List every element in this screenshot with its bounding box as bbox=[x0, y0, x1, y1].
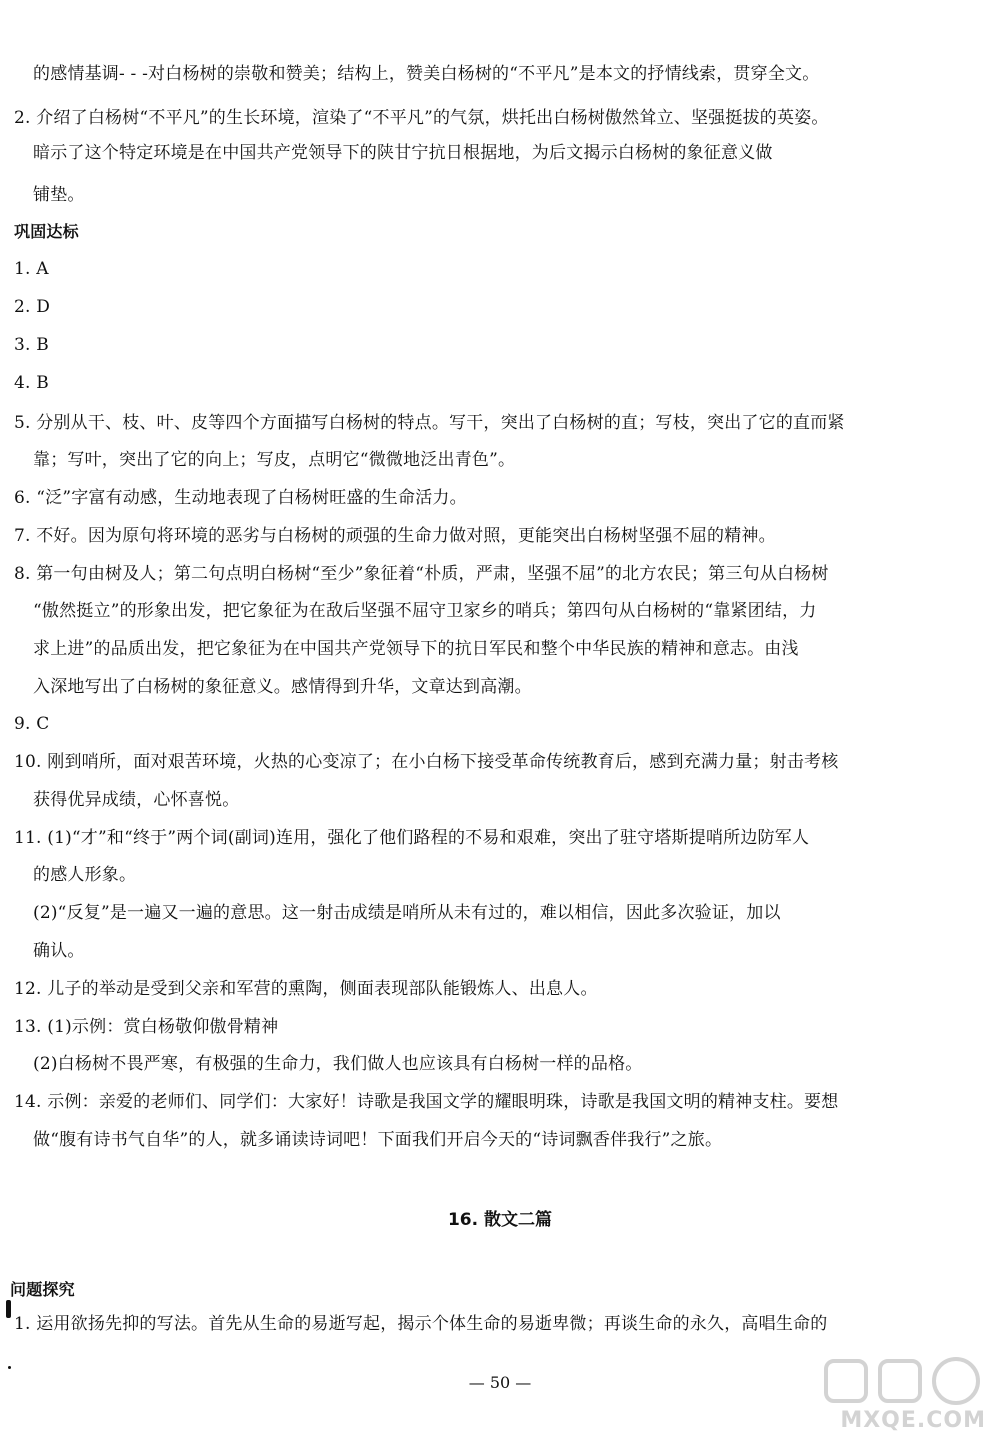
answer-line: 10. 刚到哨所，面对艰苦环境，火热的心变凉了；在小白杨下接受革命传统教育后，感到充满力量；射击考核 bbox=[14, 752, 839, 772]
answer-line: 14. 示例：亲爱的老师们、同学们：大家好！诗歌是我国文学的耀眼明珠，诗歌是我国文明的精神支柱。要想 bbox=[14, 1092, 839, 1112]
answer-line: 11. (1)“才”和“终于”两个词(副词)连用，强化了他们路程的不易和艰难，突出了驻守塔斯提哨所边防军人 bbox=[14, 828, 810, 848]
text-line: 求上进”的品质出发，把它象征为在中国共产党领导下的抗日军民和整个中华民族的精神和意志。由浅 bbox=[33, 639, 799, 659]
answer-line: 13. (1)示例：赏白杨敬仰傲骨精神 bbox=[14, 1017, 279, 1037]
text-line: 确认。 bbox=[33, 941, 85, 961]
page-number: — 50 — bbox=[468, 1373, 532, 1392]
text-line: 靠；写叶，突出了它的向上；写皮，点明它“微微地泛出青色”。 bbox=[33, 450, 516, 470]
text-line: 获得优异成绩，心怀喜悦。 bbox=[33, 790, 240, 810]
text-line: 2. 介绍了白杨树“不平凡”的生长环境，渲染了“不平凡”的气氛，烘托出白杨树傲然耸立、坚强挺拔的英姿。 bbox=[14, 108, 829, 128]
section-heading: 问题探究 bbox=[10, 1280, 75, 1299]
scan-speck bbox=[8, 1366, 11, 1369]
section-heading: 巩固达标 bbox=[14, 222, 79, 241]
text-line: (2)白杨树不畏严寒，有极强的生命力，我们做人也应该具有白杨树一样的品格。 bbox=[33, 1054, 643, 1074]
answer-line: 9. C bbox=[14, 714, 50, 734]
text-line: 的感情基调- - -对白杨树的崇敬和赞美；结构上，赞美白杨树的“不平凡”是本文的抒情线索，贯穿全文。 bbox=[33, 64, 820, 84]
answer-line: 7. 不好。因为原句将环境的恶劣与白杨树的顽强的生命力做对照，更能突出白杨树坚强不屈的精神。 bbox=[14, 526, 776, 546]
text-line: (2)“反复”是一遍又一遍的意思。这一射击成绩是哨所从未有过的，难以相信，因此多次验证，加以 bbox=[33, 903, 781, 923]
watermark-logo-icon bbox=[820, 1355, 990, 1407]
answer-line: 12. 儿子的举动是受到父亲和军营的熏陶，侧面表现部队能锻炼人、出息人。 bbox=[14, 979, 598, 999]
answer-line: 1. A bbox=[14, 259, 49, 279]
answer-line: 4. B bbox=[14, 373, 49, 393]
answer-line: 1. 运用欲扬先抑的写法。首先从生命的易逝写起，揭示个体生命的易逝卑微；再谈生命的永久，高唱生命的 bbox=[14, 1314, 828, 1334]
watermark-text: MXQE.COM bbox=[840, 1408, 986, 1433]
answer-line: 8. 第一句由树及人；第二句点明白杨树“至少”象征着“朴质，严肃，坚强不屈”的北方农民；第三句从白杨树 bbox=[14, 564, 829, 584]
text-line: 暗示了这个特定环境是在中国共产党领导下的陕甘宁抗日根据地，为后文揭示白杨树的象征意义做 bbox=[33, 143, 773, 163]
answer-line: 5. 分别从干、枝、叶、皮等四个方面描写白杨树的特点。写干，突出了白杨树的直；写枝，突出了它的直而紧 bbox=[14, 413, 845, 433]
answer-line: 6. “泛”字富有动感，生动地表现了白杨树旺盛的生命活力。 bbox=[14, 488, 467, 508]
text-line: 入深地写出了白杨树的象征意义。感情得到升华，文章达到高潮。 bbox=[33, 677, 532, 697]
scan-speck bbox=[6, 1300, 11, 1318]
text-line: 铺垫。 bbox=[33, 185, 85, 205]
text-line: “傲然挺立”的形象出发，把它象征为在敌后坚强不屈守卫家乡的哨兵；第四句从白杨树的“靠紧团结，力 bbox=[33, 601, 817, 621]
section-title: 16. 散文二篇 bbox=[447, 1210, 553, 1230]
answer-line: 3. B bbox=[14, 335, 49, 355]
watermark bbox=[820, 1355, 990, 1435]
text-line: 的感人形象。 bbox=[33, 865, 137, 885]
answer-line: 2. D bbox=[14, 297, 51, 317]
text-line: 做“腹有诗书气自华”的人，就多诵读诗词吧！下面我们开启今天的“诗词飘香伴我行”之旅。 bbox=[33, 1130, 723, 1150]
